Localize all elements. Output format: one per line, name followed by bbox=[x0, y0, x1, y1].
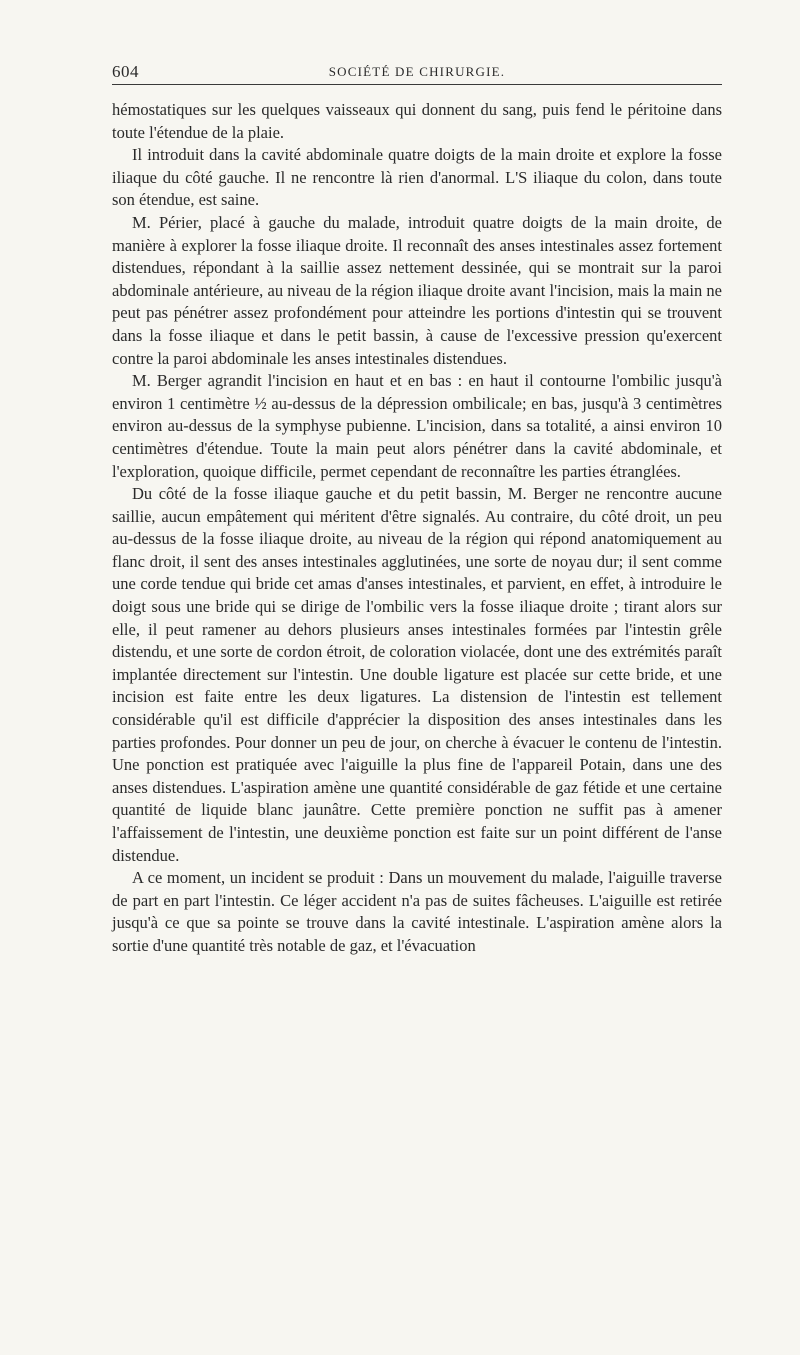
running-head bbox=[112, 58, 722, 85]
book-page bbox=[112, 58, 722, 958]
paragraph: Du côté de la fosse iliaque gauche et du petit bassin, M. Berger ne rencontre aucune saillie, aucun empâtement qui méritent d'être signalés. Au contraire, du côté droit, un peu au-dessus de la fosse iliaque droite, au niveau de la région qui répond anatomiquement au flanc droit, il sent des anses intestinales agglutinées, une sorte de noyau dur; il sent comme une corde tendue qui bride cet amas d'anses intestinales, et parvient, en effet, à introduire le doigt sous une bride qui se dirige de l'ombilic vers la fosse iliaque droite ; tirant alors sur elle, il peut ramener au dehors plusieurs anses intestinales formées par l'intestin grêle distendu, et une sorte de cordon étroit, de coloration violacée, dont une des extrémités paraît implantée directement sur l'intestin. Une double ligature est placée sur cette bride, et une incision est faite entre les deux ligatures. La distension de l'intestin est tellement considérable qu'il est difficile d'apprécier la disposition des anses intestinales dans les parties profondes. Pour donner un peu de jour, on cherche à évacuer le contenu de l'intestin. Une ponction est pratiquée avec l'aiguille la plus fine de l'appareil Potain, dans une des anses distendues. L'aspiration amène une quantité considérable de gaz fétide et une certaine quantité de liquide blanc jaunâtre. Cette première ponction ne suffit pas à amener l'affaissement de l'intestin, une deuxième ponction est faite sur un point différent de l'anse distendue. bbox=[112, 484, 722, 865]
paragraph: M. Périer, placé à gauche du malade, introduit quatre doigts de la main droite, de manière à explorer la fosse iliaque droite. Il reconnaît des anses intestinales assez fortement distendues, répondant à la saillie assez nettement dessinée, qui se montrait sur la paroi abdominale antérieure, au niveau de la région iliaque droite avant l'incision, mais la main ne peut pas pénétrer assez profondément pour atteindre les portions d'intestin qui se trouvent dans la fosse iliaque et dans le petit bassin, à cause de l'excessive pression qu'exercent contre la paroi abdominale les anses intestinales distendues. bbox=[112, 212, 722, 368]
paragraph: A ce moment, un incident se produit : Dans un mouvement du malade, l'aiguille traverse de part en part l'intestin. Ce léger accident n'a pas de suites fâcheuses. L'aiguille est retirée jusqu'à ce que sa pointe se trouve dans la cavité intestinale. L'aspiration amène alors la sortie d'une quantité très notable de gaz, et l'évacuation bbox=[112, 868, 722, 955]
paragraph: Il introduit dans la cavité abdominale quatre doigts de la main droite et explore la fosse iliaque du côté gauche. Il ne rencontre là rien d'anormal. L'S iliaque du colon, dans toute son étendue, est saine. bbox=[112, 145, 722, 210]
journal-title: SOCIÉTÉ DE CHIRURGIE. bbox=[328, 64, 506, 79]
body-text bbox=[112, 99, 722, 958]
paragraph: hémostatiques sur les quelques vaisseaux qui donnent du sang, puis fend le péritoine dans toute l'étendue de la plaie. bbox=[112, 100, 722, 142]
page-number: 604 bbox=[112, 62, 139, 81]
paragraph: M. Berger agrandit l'incision en haut et en bas : en haut il contourne l'ombilic jusqu'à environ 1 centimètre ½ au-dessus de la dépression ombilicale; en bas, jusqu'à 3 centimètres environ au-dessus de la symphyse pubienne. L'incision, dans sa totalité, a ainsi environ 10 centimètres d'étendue. Toute la main peut alors pénétrer dans la cavité abdominale, et l'exploration, quoique difficile, permet cependant de reconnaître les parties étranglées. bbox=[112, 371, 722, 481]
